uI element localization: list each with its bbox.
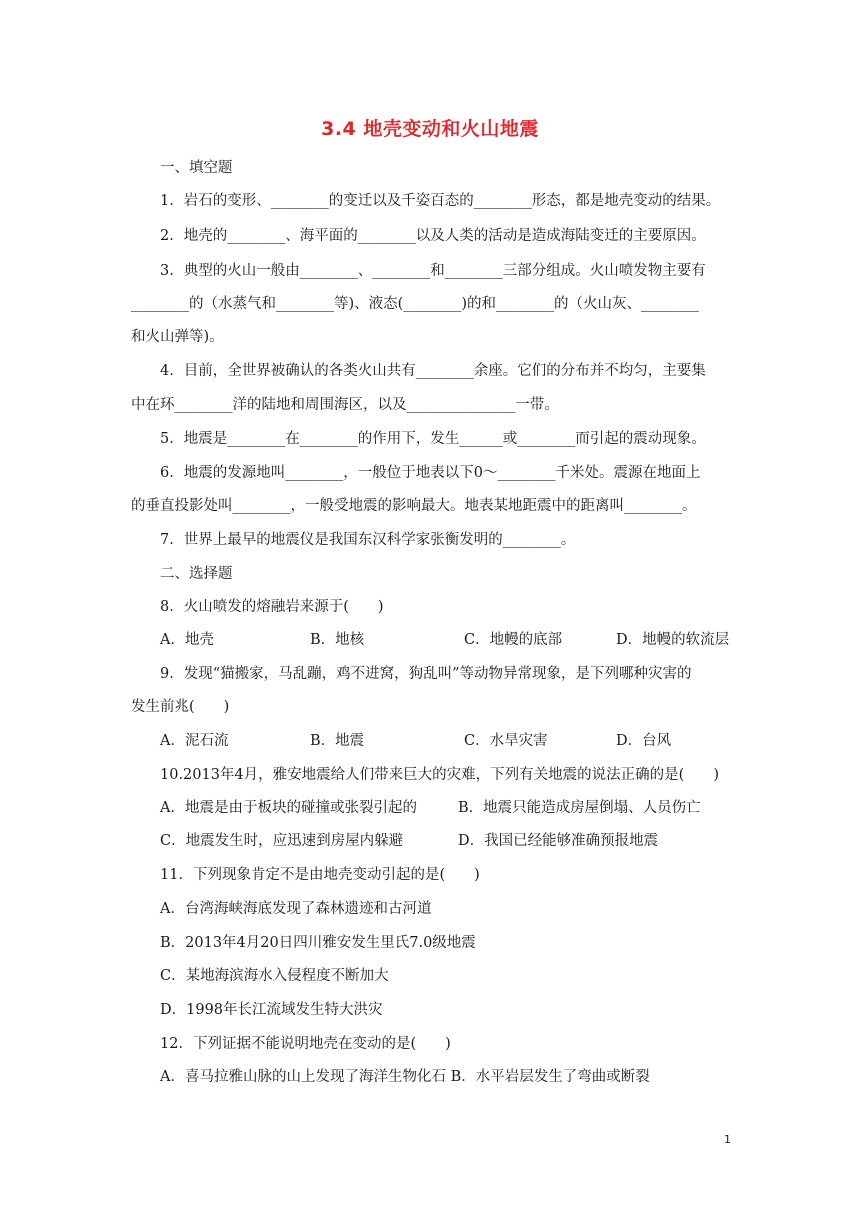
question-11-option-c: C．某地海滨海水入侵程度不断加大	[160, 968, 389, 984]
question-3-line-2: ________的（水蒸气和________等)、液态(________)的和________的（火山灰、________	[131, 296, 699, 312]
page-title: 3.4 地壳变动和火山地震	[321, 118, 539, 140]
question-7: 7．世界上最早的地震仪是我国东汉科学家张衡发明的________。	[160, 532, 576, 548]
question-1: 1．岩石的变形、________的变迁以及千姿百态的________形态，都是地壳变动的结果。	[160, 193, 721, 209]
question-8: 8．火山喷发的熔融岩来源于( )	[160, 599, 384, 615]
page-number: 1	[724, 1133, 731, 1146]
option-c: C．地震发生时，应迅速到房屋内躲避	[160, 833, 404, 849]
question-12: 12．下列证据不能说明地壳在变动的是( )	[160, 1036, 451, 1052]
option-b: B．地震只能造成房屋倒塌、人员伤亡	[458, 800, 701, 816]
question-4-line-2: 中在环________洋的陆地和周围海区，以及_______________一带。	[131, 397, 559, 413]
section-heading-fill-in: 一、填空题	[160, 160, 233, 176]
question-11: 11．下列现象肯定不是由地壳变动引起的是( )	[160, 867, 480, 883]
question-6-line-1: 6．地震的发源地叫________，一般位于地表以下0～________千米处。震源在地面上	[160, 465, 701, 481]
option-c: C．地幔的底部	[464, 632, 563, 648]
option-c: C．水旱灾害	[464, 733, 548, 749]
question-12-options-row-1: A．喜马拉雅山脉的山上发现了海洋生物化石 B．水平岩层发生了弯曲或断裂	[160, 1069, 650, 1085]
option-d: D．台风	[616, 733, 672, 749]
question-2: 2．地壳的________、海平面的________以及人类的活动是造成海陆变迁的主要原因。	[160, 228, 706, 244]
question-3-line-1: 3．典型的火山一般由________、________和________三部分组成。火山喷发物主要有	[160, 263, 706, 279]
question-3-line-3: 和火山弹等)。	[131, 329, 224, 345]
section-heading-choice: 二、选择题	[160, 566, 233, 582]
question-11-option-b: B．2013年4月20日四川雅安发生里氏7.0级地震	[160, 935, 476, 951]
question-9-line-1: 9．发现“猫搬家，马乱蹦，鸡不进窝，狗乱叫”等动物异常现象，是下列哪种灾害的	[160, 666, 692, 682]
question-10: 10.2013年4月，雅安地震给人们带来巨大的灾难，下列有关地震的说法正确的是( )	[160, 767, 719, 783]
option-a: A．泥石流	[160, 733, 229, 749]
question-6-line-2: 的垂直投影处叫________，一般受地震的影响最大。地表某地距震中的距离叫________。	[131, 498, 697, 514]
option-a: A．地震是由于板块的碰撞或张裂引起的	[160, 800, 417, 816]
option-a: A．地壳	[160, 632, 214, 648]
option-d: D．我国已经能够准确预报地震	[458, 833, 659, 849]
question-5: 5．地震是________在________的作用下，发生______或________而引起的震动现象。	[160, 431, 706, 447]
question-4-line-1: 4．目前，全世界被确认的各类火山共有________余座。它们的分布并不均匀，主要集	[160, 363, 706, 379]
option-b: B．地核	[310, 632, 365, 648]
option-d: D．地幔的软流层	[616, 632, 730, 648]
question-9-line-2: 发生前兆( )	[131, 699, 230, 715]
question-11-option-d: D．1998年长江流域发生特大洪灾	[160, 1002, 383, 1018]
option-b: B．地震	[310, 733, 365, 749]
question-11-option-a: A．台湾海峡海底发现了森林遗迹和古河道	[160, 901, 432, 917]
